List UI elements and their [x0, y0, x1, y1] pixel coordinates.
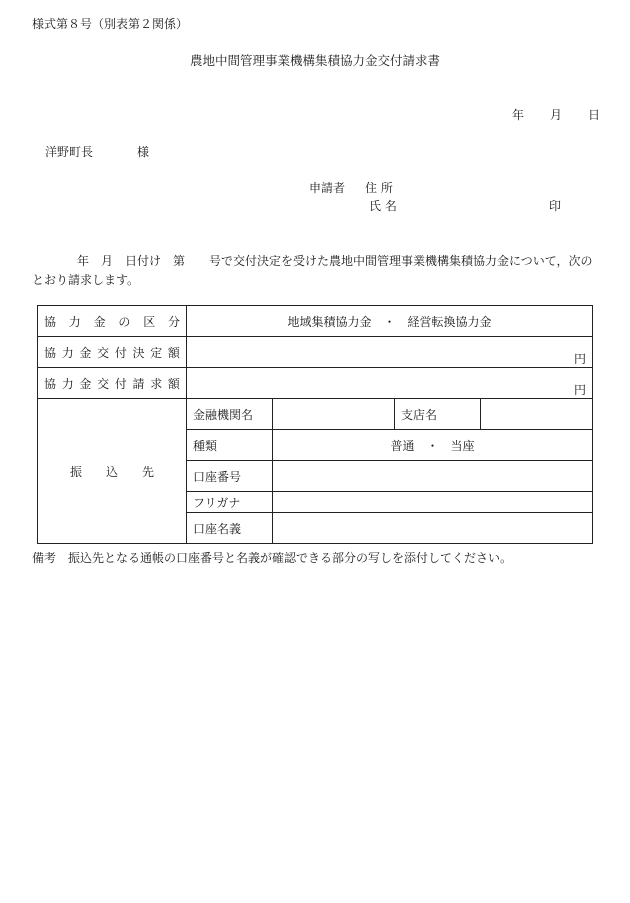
account-number-label: 口座番号	[187, 461, 273, 492]
account-name-field[interactable]	[273, 513, 593, 544]
form-title: 農地中間管理事業機構集積協力金交付請求書	[189, 53, 440, 68]
account-type-options[interactable]: 普通 ・ 当座	[273, 430, 593, 461]
request-table	[37, 305, 593, 544]
table-row-decision-amount	[38, 337, 593, 368]
applicant-label: 申請者	[309, 181, 346, 195]
yen-unit: 円	[574, 352, 587, 366]
bank-name-field[interactable]	[273, 399, 395, 430]
account-number-field[interactable]	[273, 461, 593, 492]
request-amount-field[interactable]	[187, 368, 593, 399]
account-type-label: 種類	[187, 430, 273, 461]
branch-name-field[interactable]	[481, 399, 593, 430]
table-row-request-amount	[38, 368, 593, 399]
addressee	[45, 145, 149, 159]
furigana-label: フリガナ	[187, 492, 273, 513]
category-options[interactable]: 地域集積協力金 ・ 経営転換協力金	[187, 306, 593, 337]
date-line	[512, 108, 600, 122]
addressee-honorific: 様	[137, 145, 150, 159]
address-label: 住 所	[365, 181, 393, 195]
bank-name-label: 金融機関名	[187, 399, 273, 430]
request-statement: 年 月 日付け 第 号で交付決定を受けた農地中間管理事業機構集積協力金について，次のとおり請求します。	[32, 254, 593, 287]
category-label: 協 力 金 の 区 分	[38, 306, 187, 337]
applicant-address-line	[309, 181, 393, 195]
decision-amount-field[interactable]	[187, 337, 593, 368]
request-amount-label: 協 力 金 交 付 請 求 額	[38, 368, 187, 399]
transfer-destination-label: 振 込 先	[38, 399, 187, 544]
branch-name-label: 支店名	[395, 399, 481, 430]
table-row-category	[38, 306, 593, 337]
addressee-name: 洋野町長	[45, 145, 94, 159]
form-number: 様式第８号（別表第２関係）	[32, 17, 189, 31]
table-row-bank	[38, 399, 593, 430]
day-label: 日	[587, 108, 600, 122]
remarks-note: 備考 振込先となる通帳の口座番号と名義が確認できる部分の写しを添付してください。	[32, 551, 513, 565]
month-label: 月	[549, 108, 562, 122]
furigana-field[interactable]	[273, 492, 593, 513]
account-name-label: 口座名義	[187, 513, 273, 544]
yen-unit: 円	[574, 383, 587, 397]
seal-mark: 印	[549, 199, 562, 213]
applicant-name-line	[369, 199, 397, 213]
name-label: 氏 名	[369, 199, 397, 213]
decision-amount-label: 協 力 金 交 付 決 定 額	[38, 337, 187, 368]
year-label: 年	[511, 108, 524, 122]
